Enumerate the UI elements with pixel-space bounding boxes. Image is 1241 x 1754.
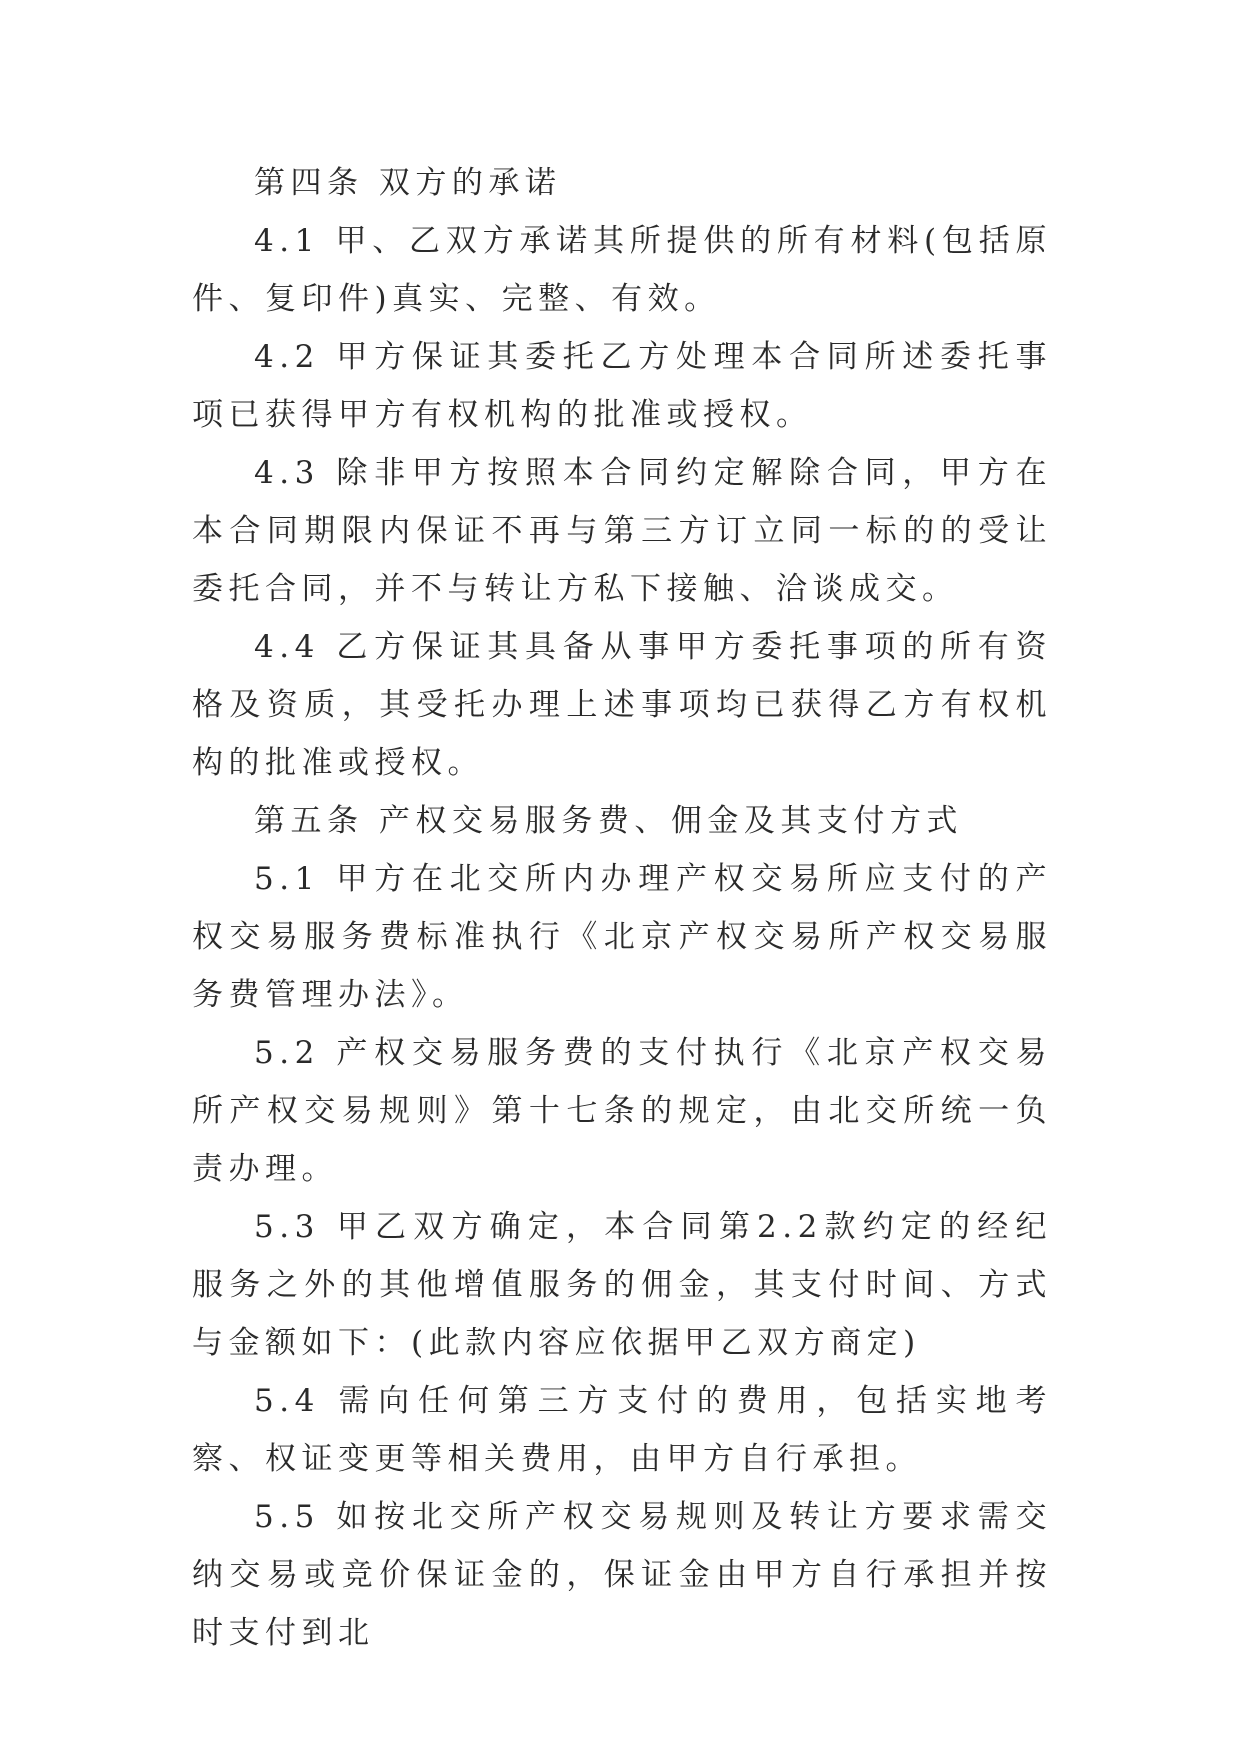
- article-4-heading: 第四条 双方的承诺: [254, 165, 562, 201]
- clause-5-3: 5.3 甲乙双方确定，本合同第2.2款约定的经纪服务之外的其他增值服务的佣金，其支付时间、方式与金额如下：(此款内容应依据甲乙双方商定): [192, 1209, 1052, 1361]
- clause-5-5: 5.5 如按北交所产权交易规则及转让方要求需交纳交易或竞价保证金的，保证金由甲方自行承担并按时支付到北: [192, 1499, 1052, 1651]
- clause-4-3: 4.3 除非甲方按照本合同约定解除合同，甲方在本合同期限内保证不再与第三方订立同一标的的受让委托合同，并不与转让方私下接触、洽谈成交。: [192, 455, 1052, 607]
- clause-4-4: 4.4 乙方保证其具备从事甲方委托事项的所有资格及资质，其受托办理上述事项均已获得乙方有权机构的批准或授权。: [192, 629, 1052, 781]
- clause-4-2: 4.2 甲方保证其委托乙方处理本合同所述委托事项已获得甲方有权机构的批准或授权。: [192, 339, 1052, 433]
- clause-5-4: 5.4 需向任何第三方支付的费用，包括实地考察、权证变更等相关费用，由甲方自行承担。: [192, 1383, 1052, 1477]
- document-body: [192, 154, 1052, 1662]
- clause-5-2: 5.2 产权交易服务费的支付执行《北京产权交易所产权交易规则》第十七条的规定，由北交所统一负责办理。: [192, 1035, 1052, 1187]
- article-5-heading: 第五条 产权交易服务费、佣金及其支付方式: [254, 803, 963, 839]
- clause-4-1: 4.1 甲、乙双方承诺其所提供的所有材料(包括原件、复印件)真实、完整、有效。: [192, 223, 1052, 317]
- clause-5-1: 5.1 甲方在北交所内办理产权交易所应支付的产权交易服务费标准执行《北京产权交易所产权交易服务费管理办法》。: [192, 861, 1052, 1013]
